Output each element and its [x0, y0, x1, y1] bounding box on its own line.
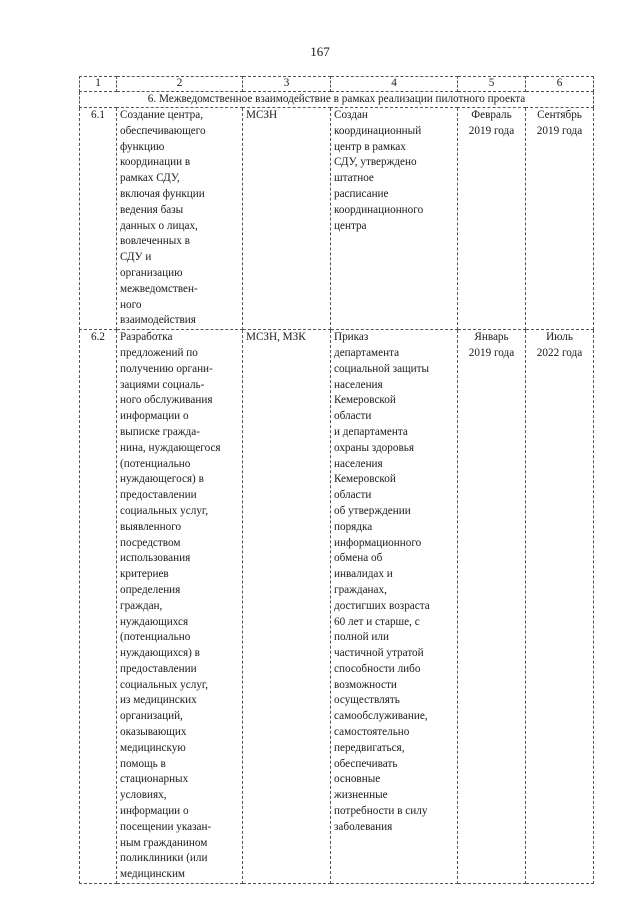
- section-row: [80, 92, 594, 108]
- responsible-cell: МСЗН: [243, 108, 331, 330]
- column-number: 6: [526, 77, 594, 92]
- column-number: 1: [80, 77, 117, 92]
- page-number: 167: [310, 44, 330, 59]
- result-cell: Приказ департамента социальной защиты населения Кемеровской области и департамента охраны здоровья населения Кемеровской области об утверждении порядка информационного обмена об инвалидах и гражданах, достигших возраста 60 лет и старше, с полной или частичной утратой способности либо возможности осуществлять самообслуживание, самостоятельно передвигаться, обеспечивать основные жизненные потребности в силу заболевания: [331, 330, 458, 884]
- table-row: [80, 330, 594, 884]
- result-cell: Создан координационный центр в рамках СДУ, утверждено штатное расписание координационного центра: [331, 108, 458, 330]
- activities-table: [79, 76, 594, 884]
- start-date-cell: Январь 2019 года: [458, 330, 526, 884]
- end-date-cell: Июль 2022 года: [526, 330, 594, 884]
- activity-cell: Создание центра, обеспечивающего функцию координации в рамках СДУ, включая функции ведения базы данных о лицах, вовлеченных в СДУ и организацию межведомствен- ного взаимодействия: [117, 108, 243, 330]
- table-row: [80, 108, 594, 330]
- column-number-row: [80, 77, 594, 92]
- column-number: 3: [243, 77, 331, 92]
- section-title: 6. Межведомственное взаимодействие в рамках реализации пилотного проекта: [80, 92, 594, 108]
- end-date-cell: Сентябрь 2019 года: [526, 108, 594, 330]
- column-number: 2: [117, 77, 243, 92]
- row-number: 6.2: [80, 330, 117, 884]
- responsible-cell: МСЗН, МЗК: [243, 330, 331, 884]
- activity-cell: Разработка предложений по получению органи- зациями социаль- ного обслуживания информации о выписке гражда- нина, нуждающегося (потенциально нуждающегося) в предоставлении социальных услуг, выявленного посредством использования критериев определения граждан, нуждающихся (потенциально нуждающихся) в предоставлении социальных услуг, из медицинских организаций, оказывающих медицинскую помощь в стационарных условиях, информации о посещении указан- ным гражданином поликлиники (или медицинским: [117, 330, 243, 884]
- start-date-cell: Февраль 2019 года: [458, 108, 526, 330]
- column-number: 4: [331, 77, 458, 92]
- row-number: 6.1: [80, 108, 117, 330]
- column-number: 5: [458, 77, 526, 92]
